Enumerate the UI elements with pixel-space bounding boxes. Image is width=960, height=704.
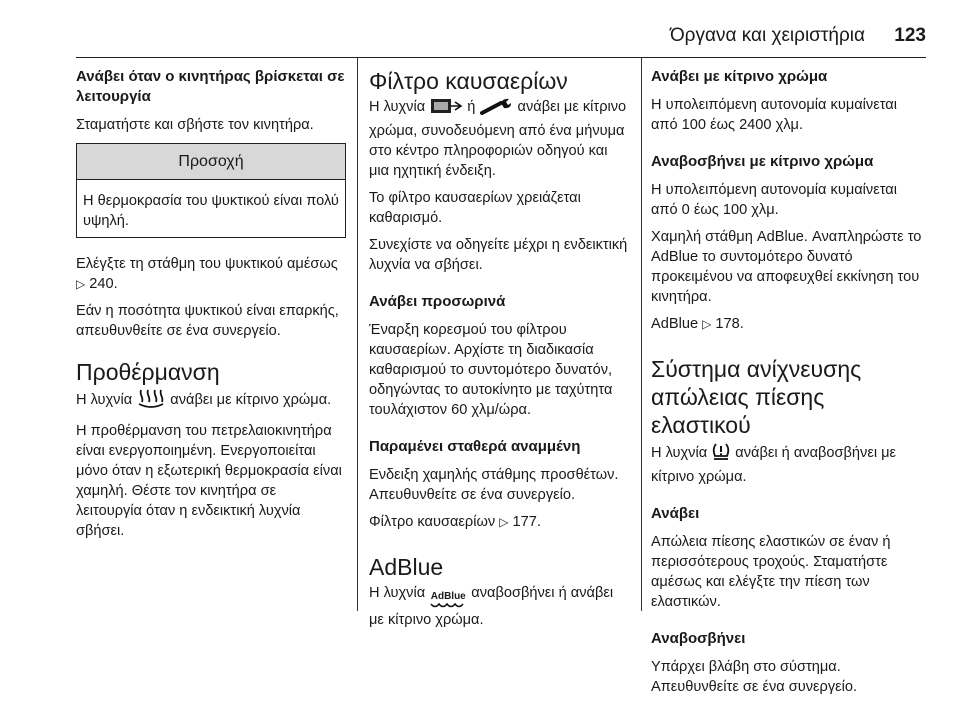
heading-yellow-flashing: Αναβοσβήνει με κίτρινο χρώμα	[651, 153, 874, 170]
column-middle	[369, 67, 631, 637]
adblue-icon: AdBlue	[429, 585, 467, 610]
paragraph-adblue-lamp: Η λυχνία AdBlue αναβοσβήνει ή ανάβει με κίτρινο χρώμα.	[369, 585, 614, 628]
header-rule	[76, 57, 926, 58]
page-reference-icon: ▷	[76, 277, 86, 291]
paragraph-preheat-description: Η προθέρμανση του πετρελαιοκινητήρα είναι ενεργοποιημένη. Ενεργοποιείται μόνο όταν η εξωτερική θερμοκρασία είναι χαμηλή. Θέστε τον κινητήρα σε λειτουργία όταν η ενδεικτική λυχνία σβήσει.	[76, 423, 342, 539]
paragraph-lamp-on: Απώλεια πίεσης ελαστικών σε έναν ή περισσότερους τροχούς. Σταματήστε αμέσως και ελέγξτε την πίεση των ελαστικών.	[651, 534, 891, 610]
heading-steady: Παραμένει σταθερά αναμμένη	[369, 438, 581, 455]
column-right	[651, 67, 926, 704]
chapter-title: Όργανα και χειριστήρια	[669, 25, 865, 46]
paragraph-temporary: Έναρξη κορεσμού του φίλτρου καυσαερίων. Αρχίστε τη διαδικασία καθαρισμού το συντομότερο δυνατόν, οδηγώντας το αυτοκίνητο με ταχύτητα τουλάχιστον 60 χλμ/ώρα.	[369, 322, 613, 418]
wrench-icon	[479, 97, 513, 121]
paragraph-stop-engine: Σταματήστε και σβήστε τον κινητήρα.	[76, 117, 314, 133]
heading-tyre-pressure-loss: Σύστημα ανίχνευσης απώλειας πίεσης ελαστικού	[651, 356, 862, 438]
column-divider	[641, 58, 642, 611]
tyre-pressure-icon	[711, 441, 731, 467]
paragraph-adblue-reference: AdBlue ▷ 178.	[651, 316, 744, 332]
paragraph-filter-lamp: Η λυχνία ή ανάβει με κίτρινο χρώμα, συνοδευόμενη από ένα μήνυμα στο κέντρο πληροφοριών οδηγού και μια ηχητική ένδειξη.	[369, 99, 627, 179]
paragraph-low-adblue: Χαμηλή στάθμη AdBlue. Αναπληρώστε το AdBlue το συντομότερο δυνατό προκειμένου να αποφευχθεί εκκίνηση του κινητήρα.	[651, 229, 922, 305]
column-left	[76, 67, 346, 548]
paragraph-coolant-quantity: Εάν η ποσότητα ψυκτικού είναι επαρκής, απευθυνθείτε σε ένα συνεργείο.	[76, 303, 339, 339]
paragraph-tpms-lamp: Η λυχνία ανάβει ή αναβοσβήνει με κίτρινο χρώμα.	[651, 441, 926, 487]
page-header	[0, 0, 960, 60]
heading-exhaust-filter: Φίλτρο καυσαερίων	[369, 68, 568, 94]
paragraph-filter-cleaning: Το φίλτρο καυσαερίων χρειάζεται καθαρισμό.	[369, 190, 581, 226]
caution-box	[76, 143, 346, 238]
caution-text: Η θερμοκρασία του ψυκτικού είναι πολύ υψηλή.	[83, 193, 339, 229]
heading-engine-running: Ανάβει όταν ο κινητήρας βρίσκεται σε λειτουργία	[76, 68, 345, 105]
paragraph-steady: Ενδειξη χαμηλής στάθμης προσθέτων. Απευθυνθείτε σε ένα συνεργείο.	[369, 467, 619, 503]
exhaust-filter-icon	[429, 97, 463, 121]
paragraph-lamp-flashing: Υπάρχει βλάβη στο σύστημα. Απευθυνθείτε σε ένα συνεργείο.	[651, 659, 858, 695]
paragraph-range-low: Η υπολειπόμενη αυτονομία κυμαίνεται από 0 έως 100 χλμ.	[651, 182, 897, 218]
column-divider	[357, 58, 358, 611]
page-reference-icon: ▷	[702, 317, 712, 331]
heading-preheat: Προθέρμανση	[76, 359, 220, 385]
heading-temporary: Ανάβει προσωρινά	[369, 293, 506, 310]
heading-adblue: AdBlue	[369, 554, 444, 580]
heading-yellow-on: Ανάβει με κίτρινο χρώμα	[651, 68, 828, 85]
paragraph-preheat-lamp: Η λυχνία ανάβει με κίτρινο χρώμα.	[76, 388, 346, 414]
heading-lamp-flashing: Αναβοσβήνει	[651, 630, 746, 647]
paragraph-continue-driving: Συνεχίστε να οδηγείτε μέχρι η ενδεικτική λυχνία να σβήσει.	[369, 237, 628, 273]
page-reference-icon: ▷	[499, 515, 509, 529]
heading-lamp-on: Ανάβει	[651, 505, 700, 522]
glow-plug-icon	[136, 388, 166, 414]
paragraph-filter-reference: Φίλτρο καυσαερίων ▷ 177.	[369, 514, 541, 530]
page-number: 123	[894, 25, 926, 46]
caution-title: Προσοχή	[77, 144, 345, 180]
paragraph-check-coolant: Ελέγξτε τη στάθμη του ψυκτικού αμέσως ▷ 240.	[76, 256, 338, 292]
paragraph-range-high: Η υπολειπόμενη αυτονομία κυμαίνεται από 100 έως 2400 χλμ.	[651, 97, 897, 133]
